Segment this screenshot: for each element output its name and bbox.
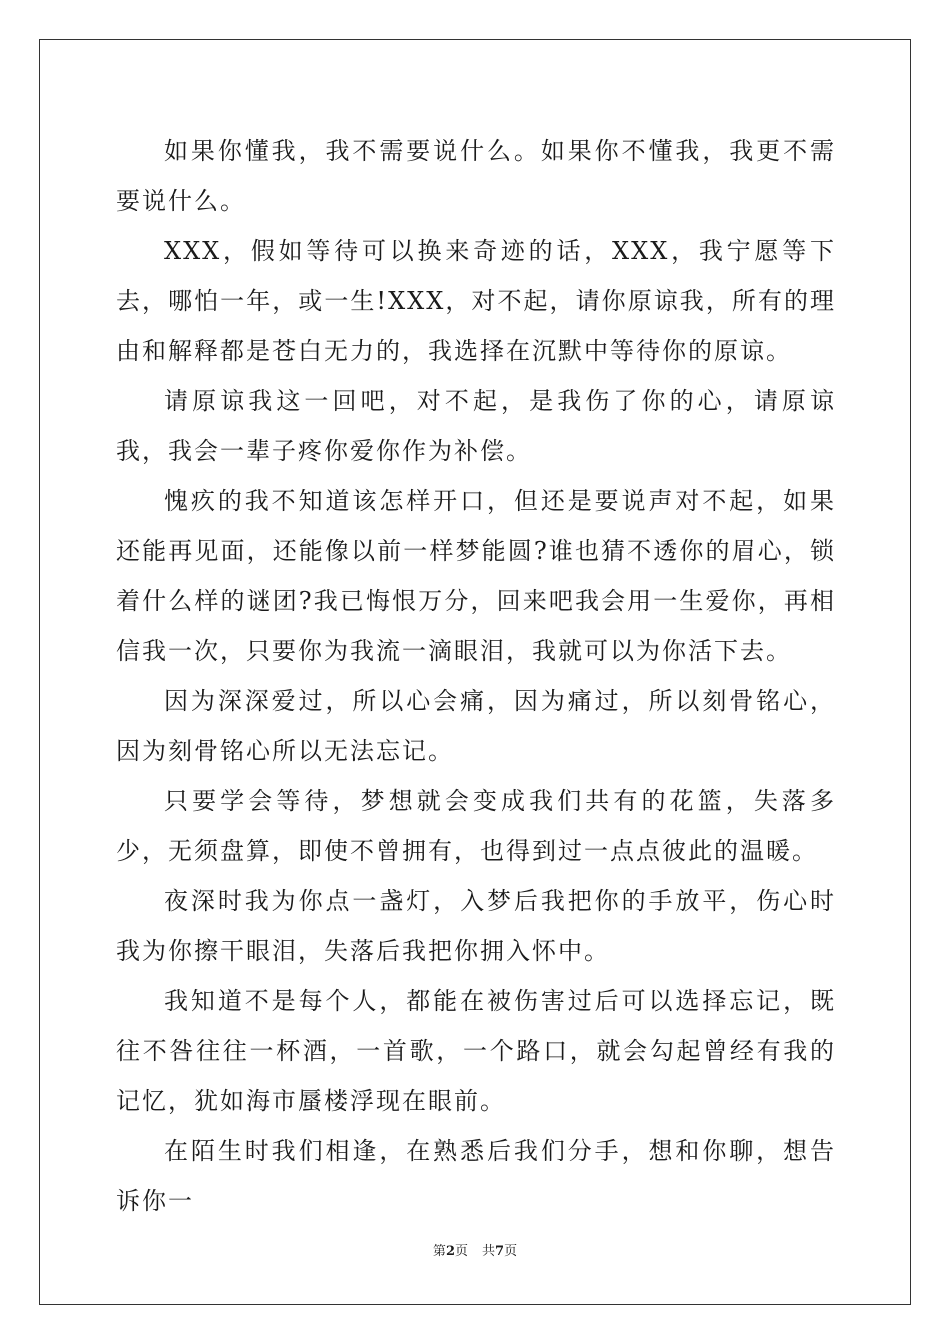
- paragraph: 夜深时我为你点一盏灯，入梦后我把你的手放平，伤心时我为你擦干眼泪，失落后我把你拥入怀中。: [116, 887, 836, 965]
- document-body: [116, 126, 836, 1226]
- page-prefix: 第: [432, 1244, 446, 1259]
- total-suffix: 页: [504, 1244, 518, 1259]
- paragraph: 在陌生时我们相逢，在熟悉后我们分手，想和你聊，想告诉你一: [116, 1137, 836, 1215]
- paragraph: 如果你懂我，我不需要说什么。如果你不懂我，我更不需要说什么。: [116, 137, 836, 215]
- paragraph: XXX，假如等待可以换来奇迹的话，XXX，我宁愿等下去，哪怕一年，或一生!XXX，对不起，请你原谅我，所有的理由和解释都是苍白无力的，我选择在沉默中等待你的原谅。: [116, 237, 836, 365]
- paragraph: 愧疚的我不知道该怎样开口，但还是要说声对不起，如果还能再见面，还能像以前一样梦能圆?谁也猜不透你的眉心，锁着什么样的谜团?我已悔恨万分，回来吧我会用一生爱你，再相信我一次，只要你为我流一滴眼泪，我就可以为你活下去。: [116, 487, 836, 665]
- total-prefix: 共: [482, 1244, 496, 1259]
- page-footer: [0, 1244, 950, 1260]
- paragraph: 因为深深爱过，所以心会痛，因为痛过，所以刻骨铭心，因为刻骨铭心所以无法忘记。: [116, 687, 836, 765]
- total-pages: 7: [495, 1244, 505, 1259]
- page-suffix: 页: [454, 1244, 468, 1259]
- current-page: 2: [445, 1244, 455, 1259]
- page-total: [482, 1244, 517, 1259]
- paragraph: 我知道不是每个人，都能在被伤害过后可以选择忘记，既往不咎往往一杯酒，一首歌，一个路口，就会勾起曾经有我的记忆，犹如海市蜃楼浮现在眼前。: [116, 987, 836, 1115]
- paragraph: 请原谅我这一回吧，对不起，是我伤了你的心，请原谅我，我会一辈子疼你爱你作为补偿。: [116, 387, 836, 465]
- page-number: [433, 1244, 468, 1259]
- paragraph: 只要学会等待，梦想就会变成我们共有的花篮，失落多少，无须盘算，即使不曾拥有，也得到过一点点彼此的温暖。: [116, 787, 836, 865]
